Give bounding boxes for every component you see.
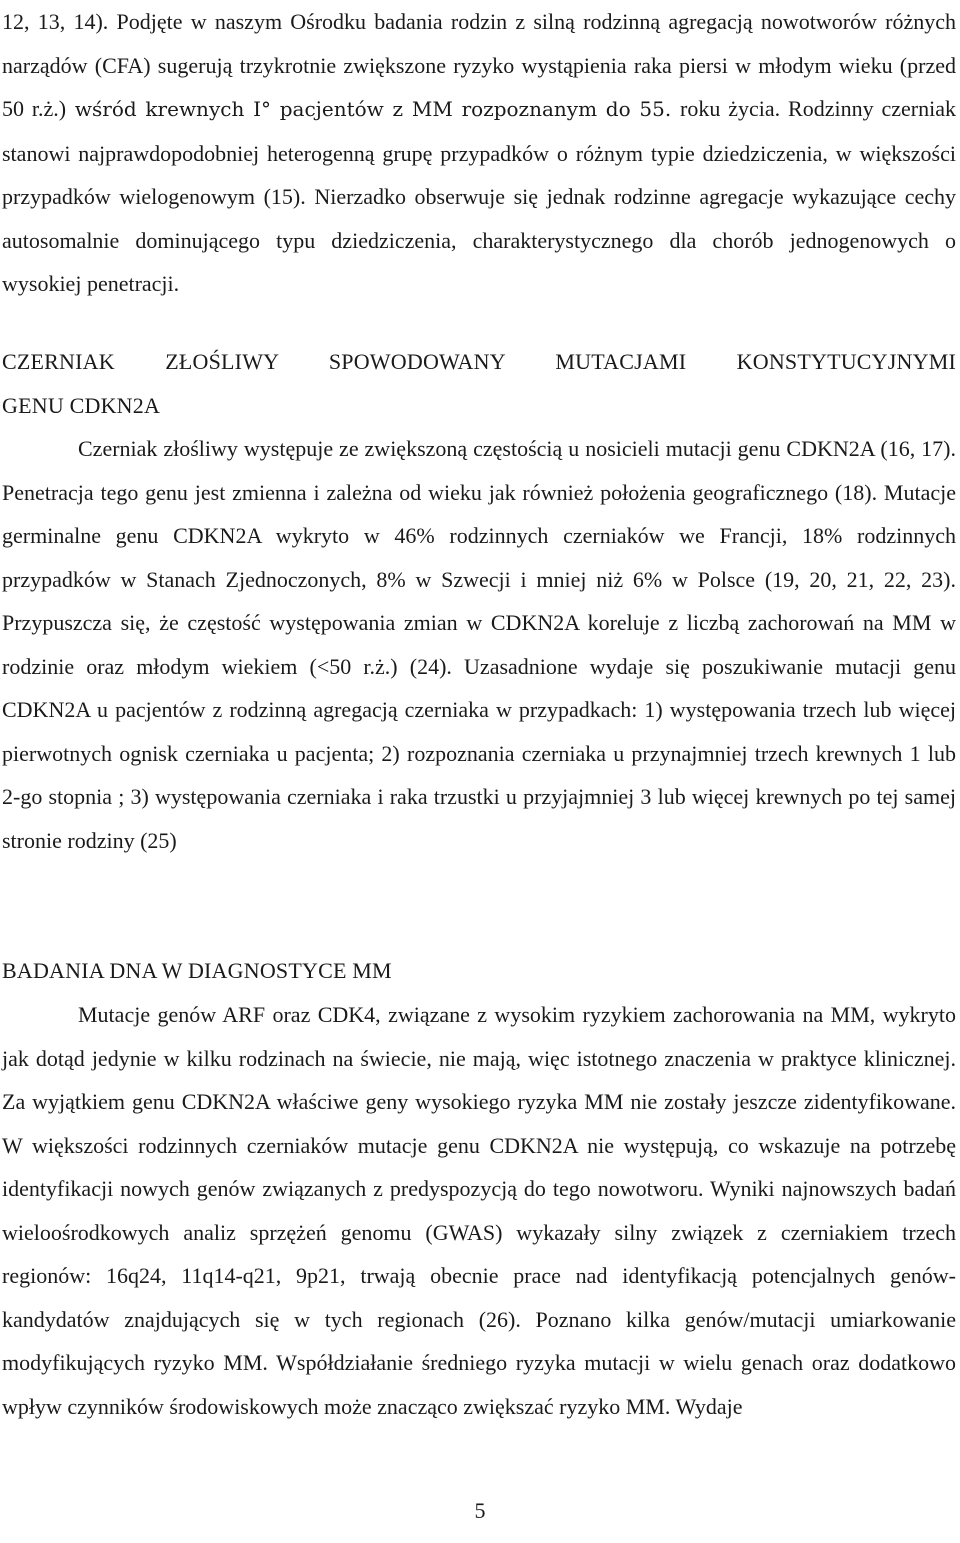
heading-line: GENU CDKN2A — [2, 392, 161, 418]
section-heading-dna-diagnostics — [2, 949, 956, 993]
heading-line: CZERNIAK ZŁOŚLIWY SPOWODOWANY MUTACJAMI KONSTYTUCYJNYMI — [2, 349, 956, 374]
page-number: 5 — [474, 1498, 486, 1523]
heading-line: BADANIA DNA W DIAGNOSTYCE MM — [2, 958, 392, 983]
paragraph-text: Czerniak złośliwy występuje ze zwiększoną częstością u nosicieli mutacji genu CDKN2A (16, 17). Penetracja tego genu jest zmienna i zależna od wieku jak również położenia geograficznego (18). Mutacje germinalne genu CDKN2A wykryto w 46% rodzinnych czerniaków we Francji, 18% rodzinnych przypadków w Stanach Zjednoczonych, 8% w Szwecji i mniej niż 6% w Polsce (19, 20, 21, 22, 23). Przypuszcza się, że częstość występowania zmian w CDKN2A koreluje z liczbą zachorowań na MM w rodzinie oraz młodym wiekiem (<50 r.ż.) (24). Uzasadnione wydaje się poszukiwanie mutacji genu CDKN2A u pacjentów z rodzinną agregacją czerniaka w przypadkach: 1) występowania trzech lub więcej pierwotnych ognisk czerniaka u pacjenta; 2) rozpoznania czerniaka u przynajmniej trzech krewnych 1 lub 2-go stopnia ; 3) występowania czerniaka i raka trzustki u przyjajmniej 3 lub więcej krewnych po tej samej stronie rodziny (25) — [2, 436, 956, 853]
paragraph-segment: roku życia. Rodzinny czerniak stanowi najprawdopodobniej heterogenną grupę przypadków o różnym typie dziedziczenia, w większości przypadków wielogenowym (15). — [2, 96, 956, 209]
paragraph-continuation — [2, 0, 956, 306]
paragraph-text: Mutacje genów ARF oraz CDK4, związane z wysokim ryzykiem zachorowania na MM, wykryto jak dotąd jedynie w kilku rodzinach na świecie, nie mają, więc istotnego znaczenia w praktyce klinicznej. Za wyjątkiem genu CDKN2A właściwe geny wysokiego ryzyka MM nie zostały jeszcze zidentyfikowane. W większości rodzinnych czerniaków mutacje genu CDKN2A nie występują, co wskazuje na potrzebę identyfikacji nowych genów związanych z predyspozycją do tego nowotworu. Wyniki najnowszych badań wieloośrodkowych analiz sprzężeń genomu (GWAS) wykazały silny związek z czerniakiem trzech regionów: 16q24, 11q14-q21, 9p21, trwają obecnie prace nad identyfikacją potencjalnych genów-kandydatów znajdujących się w tych regionach (26). Poznano kilka genów/mutacji umiarkowanie modyfikujących ryzyko MM. Współdziałanie średniego ryzyka mutacji w wielu genach oraz dodatkowo wpływ czynników środowiskowych może znacząco zwiększać ryzyko MM. Wydaje — [2, 1002, 956, 1419]
paragraph-dna-diagnostics — [2, 993, 956, 1428]
paragraph-segment: Nierzadko obserwuje się jednak rodzinne agregacje wykazujące cechy autosomalnie dominującego typu dziedziczenia, charakterystycznego dla chorób jednogenowych o wysokiej penetracji. — [2, 184, 956, 296]
paragraph-segment: 12, 13, 14). — [2, 9, 117, 34]
paragraph-cdkn2a — [2, 427, 956, 862]
paragraph-segment: wśród krewnych I° pacjentów z MM rozpoznanym do 55. — [66, 97, 680, 121]
paragraph-segment: Podjęte w naszym Ośrodku badania rodzin z silną rodzinną agregacją nowotworów różnych narządów (CFA) sugerują trzykrotnie zwiększone ryzyko wystąpienia raka piersi w młodym wieku (przed 50 r.ż.) — [2, 9, 956, 121]
section-heading-cdkn2a — [2, 340, 956, 427]
